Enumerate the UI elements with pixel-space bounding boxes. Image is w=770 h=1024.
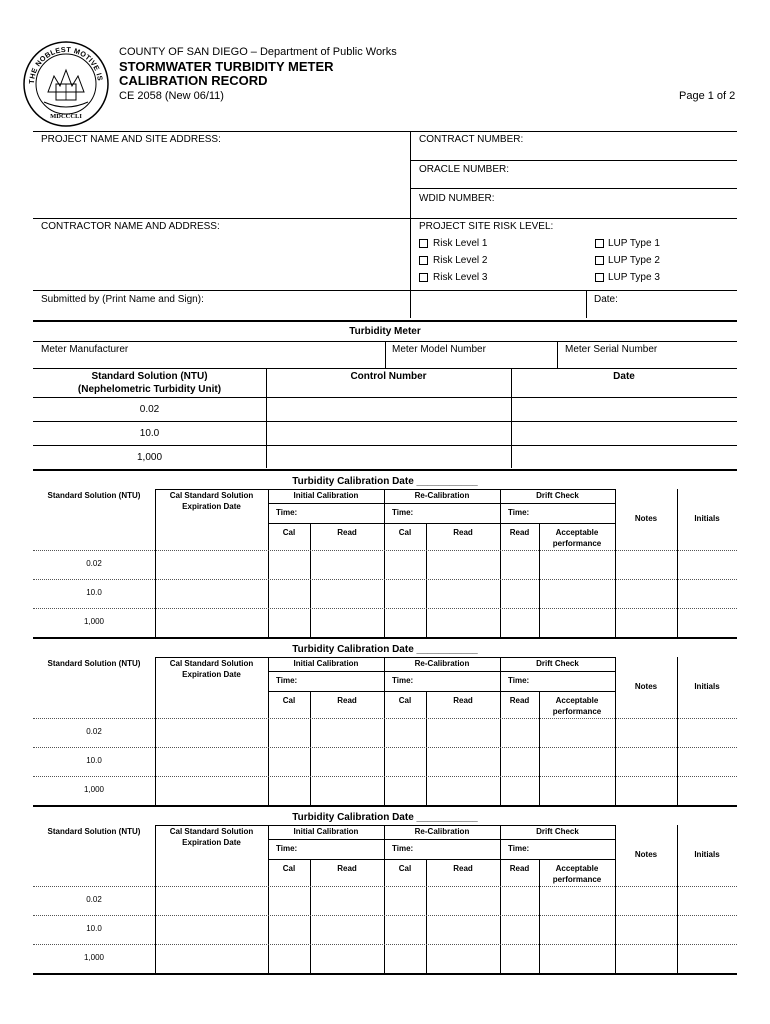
project-top-border	[33, 131, 737, 132]
rule	[33, 218, 737, 219]
time-label: Time:	[276, 508, 298, 517]
cal-subheader: Cal	[282, 528, 296, 537]
turbidity-meter-title: Turbidity Meter	[349, 326, 421, 337]
rule	[33, 397, 737, 398]
rule	[385, 341, 386, 368]
read-subheader: Read	[337, 528, 357, 537]
cal-standard-col-header: Cal Standard Solution	[169, 827, 254, 836]
time-label: Time:	[392, 508, 414, 517]
rule	[615, 489, 616, 638]
rule	[268, 839, 615, 840]
performance-subheader: performance	[552, 875, 602, 884]
rule	[539, 523, 540, 638]
performance-subheader: performance	[552, 707, 602, 716]
oracle-number-label: ORACLE NUMBER:	[419, 164, 510, 175]
control-number-header: Control Number	[350, 371, 427, 382]
drift-check-header: Drift Check	[536, 827, 579, 836]
rule	[33, 776, 737, 777]
form-number: CE 2058 (New 06/11)	[119, 90, 224, 102]
rule	[500, 489, 501, 638]
calibration-row-value: 1,000	[83, 617, 105, 626]
rule	[426, 691, 427, 806]
rule	[539, 691, 540, 806]
rule	[615, 825, 616, 974]
lup-type-2-checkbox[interactable]	[595, 256, 604, 265]
calibration-row-value: 10.0	[86, 588, 102, 597]
cal-subheader: Cal	[282, 864, 296, 873]
risk-level-2-checkbox[interactable]	[419, 256, 428, 265]
calibration-row-value: 0.02	[86, 895, 102, 904]
rule	[33, 368, 737, 369]
rule	[266, 368, 267, 468]
read-subheader: Read	[509, 864, 530, 873]
performance-subheader: performance	[552, 539, 602, 548]
re-calibration-header: Re-Calibration	[414, 491, 470, 500]
seal-icon	[22, 40, 110, 128]
form-title-line1: STORMWATER TURBIDITY METER	[119, 59, 334, 74]
notes-header: Notes	[634, 682, 658, 691]
calibration-row-value: 10.0	[86, 756, 102, 765]
time-label: Time:	[508, 676, 530, 685]
rule	[33, 747, 737, 748]
risk-level-label: PROJECT SITE RISK LEVEL:	[419, 221, 554, 232]
rule	[33, 290, 737, 291]
rule	[33, 550, 737, 551]
rule	[33, 805, 737, 807]
rule	[33, 469, 737, 471]
rule	[33, 579, 737, 580]
rule	[155, 657, 615, 658]
cal-subheader: Cal	[398, 528, 412, 537]
calibration-row-value: 10.0	[86, 924, 102, 933]
risk-level-3-checkbox[interactable]	[419, 273, 428, 282]
contract-number-label: CONTRACT NUMBER:	[419, 134, 524, 145]
read-subheader: Read	[453, 864, 473, 873]
date-label: Date:	[594, 294, 618, 305]
read-subheader: Read	[337, 864, 357, 873]
lup-type-3-label: LUP Type 3	[608, 272, 660, 283]
rule	[268, 523, 615, 524]
lup-type-2-label: LUP Type 2	[608, 255, 660, 266]
rule	[268, 691, 615, 692]
meter-row-value: 1,000	[136, 452, 163, 463]
rule	[33, 886, 737, 887]
rule	[677, 489, 678, 638]
expiration-date-subheader: Expiration Date	[182, 502, 241, 511]
standard-solution-header: Standard Solution (NTU)	[91, 371, 208, 382]
calibration-row-value: 1,000	[83, 785, 105, 794]
county-seal	[22, 40, 110, 128]
rule	[33, 973, 737, 975]
initials-header: Initials	[694, 514, 720, 523]
project-name-label: PROJECT NAME AND SITE ADDRESS:	[41, 134, 221, 145]
rule	[539, 859, 540, 974]
acceptable-subheader: Acceptable	[555, 864, 599, 873]
rule	[426, 523, 427, 638]
meter-serial-label: Meter Serial Number	[565, 344, 658, 355]
expiration-date-subheader: Expiration Date	[182, 670, 241, 679]
rule	[268, 859, 615, 860]
drift-check-header: Drift Check	[536, 491, 579, 500]
calibration-date-title: Turbidity Calibration Date ___________	[292, 812, 478, 823]
read-subheader: Read	[453, 696, 473, 705]
initial-calibration-header: Initial Calibration	[293, 659, 359, 668]
time-label: Time:	[276, 676, 298, 685]
rule	[268, 825, 269, 974]
calibration-row-value: 0.02	[86, 559, 102, 568]
read-subheader: Read	[509, 528, 530, 537]
svg-text:THE NOBLEST MOTIVE IS THE PUBL: THE NOBLEST MOTIVE IS	[26, 44, 105, 85]
rule	[268, 489, 269, 638]
initials-header: Initials	[694, 682, 720, 691]
risk-level-1-label: Risk Level 1	[433, 238, 488, 249]
read-subheader: Read	[453, 528, 473, 537]
meter-row-value: 0.02	[139, 404, 160, 415]
rule	[33, 421, 737, 422]
submitted-by-label: Submitted by (Print Name and Sign):	[41, 294, 204, 305]
rule	[586, 290, 587, 318]
rule	[677, 825, 678, 974]
lup-type-3-checkbox[interactable]	[595, 273, 604, 282]
contractor-label: CONTRACTOR NAME AND ADDRESS:	[41, 221, 220, 232]
time-label: Time:	[392, 844, 414, 853]
rule	[268, 503, 615, 504]
rule	[33, 915, 737, 916]
cal-subheader: Cal	[398, 864, 412, 873]
initial-calibration-header: Initial Calibration	[293, 491, 359, 500]
rule	[33, 445, 737, 446]
calibration-row-value: 1,000	[83, 953, 105, 962]
read-subheader: Read	[509, 696, 530, 705]
rule	[511, 368, 512, 468]
risk-level-2-label: Risk Level 2	[433, 255, 488, 266]
initial-calibration-header: Initial Calibration	[293, 827, 359, 836]
rule	[155, 825, 156, 974]
time-label: Time:	[276, 844, 298, 853]
rule	[410, 160, 737, 161]
rule	[155, 657, 156, 806]
acceptable-subheader: Acceptable	[555, 696, 599, 705]
cal-subheader: Cal	[282, 696, 296, 705]
rule	[33, 608, 737, 609]
time-label: Time:	[508, 508, 530, 517]
lup-type-1-checkbox[interactable]	[595, 239, 604, 248]
acceptable-subheader: Acceptable	[555, 528, 599, 537]
notes-header: Notes	[634, 514, 658, 523]
rule	[155, 825, 615, 826]
rule	[384, 825, 385, 974]
re-calibration-header: Re-Calibration	[414, 827, 470, 836]
risk-level-1-checkbox[interactable]	[419, 239, 428, 248]
rule	[33, 718, 737, 719]
rule	[410, 188, 737, 189]
drift-check-header: Drift Check	[536, 659, 579, 668]
rule	[677, 657, 678, 806]
cal-subheader: Cal	[398, 696, 412, 705]
cal-standard-col-header: Cal Standard Solution	[169, 659, 254, 668]
rule	[557, 341, 558, 368]
rule	[33, 320, 737, 322]
date-header: Date	[613, 371, 635, 382]
rule	[155, 489, 156, 638]
rule	[268, 657, 269, 806]
rule	[426, 859, 427, 974]
standard-solution-col-header: Standard Solution (NTU)	[47, 827, 141, 836]
rule	[33, 944, 737, 945]
rule	[33, 637, 737, 639]
rule	[384, 489, 385, 638]
time-label: Time:	[508, 844, 530, 853]
re-calibration-header: Re-Calibration	[414, 659, 470, 668]
wdid-number-label: WDID NUMBER:	[419, 193, 495, 204]
rule	[384, 657, 385, 806]
risk-level-3-label: Risk Level 3	[433, 272, 488, 283]
rule	[155, 489, 615, 490]
notes-header: Notes	[634, 850, 658, 859]
rule	[615, 657, 616, 806]
page-number: Page 1 of 2	[679, 90, 736, 102]
standard-solution-col-header: Standard Solution (NTU)	[47, 491, 141, 500]
read-subheader: Read	[337, 696, 357, 705]
rule	[310, 691, 311, 806]
rule	[310, 859, 311, 974]
ntu-subheader: (Nephelometric Turbidity Unit)	[77, 384, 222, 395]
rule	[310, 523, 311, 638]
calibration-date-title: Turbidity Calibration Date ___________	[292, 476, 478, 487]
meter-model-label: Meter Model Number	[392, 344, 486, 355]
svg-text:MDCCCLI: MDCCCLI	[50, 113, 82, 120]
rule	[500, 825, 501, 974]
standard-solution-col-header: Standard Solution (NTU)	[47, 659, 141, 668]
calibration-row-value: 0.02	[86, 727, 102, 736]
meter-row-value: 10.0	[139, 428, 160, 439]
expiration-date-subheader: Expiration Date	[182, 838, 241, 847]
calibration-date-title: Turbidity Calibration Date ___________	[292, 644, 478, 655]
department-line: COUNTY OF SAN DIEGO – Department of Public Works	[119, 46, 397, 58]
cal-standard-col-header: Cal Standard Solution	[169, 491, 254, 500]
rule	[500, 657, 501, 806]
form-title-line2: CALIBRATION RECORD	[119, 73, 268, 88]
lup-type-1-label: LUP Type 1	[608, 238, 660, 249]
initials-header: Initials	[694, 850, 720, 859]
rule	[268, 671, 615, 672]
meter-manufacturer-label: Meter Manufacturer	[41, 344, 129, 355]
time-label: Time:	[392, 676, 414, 685]
